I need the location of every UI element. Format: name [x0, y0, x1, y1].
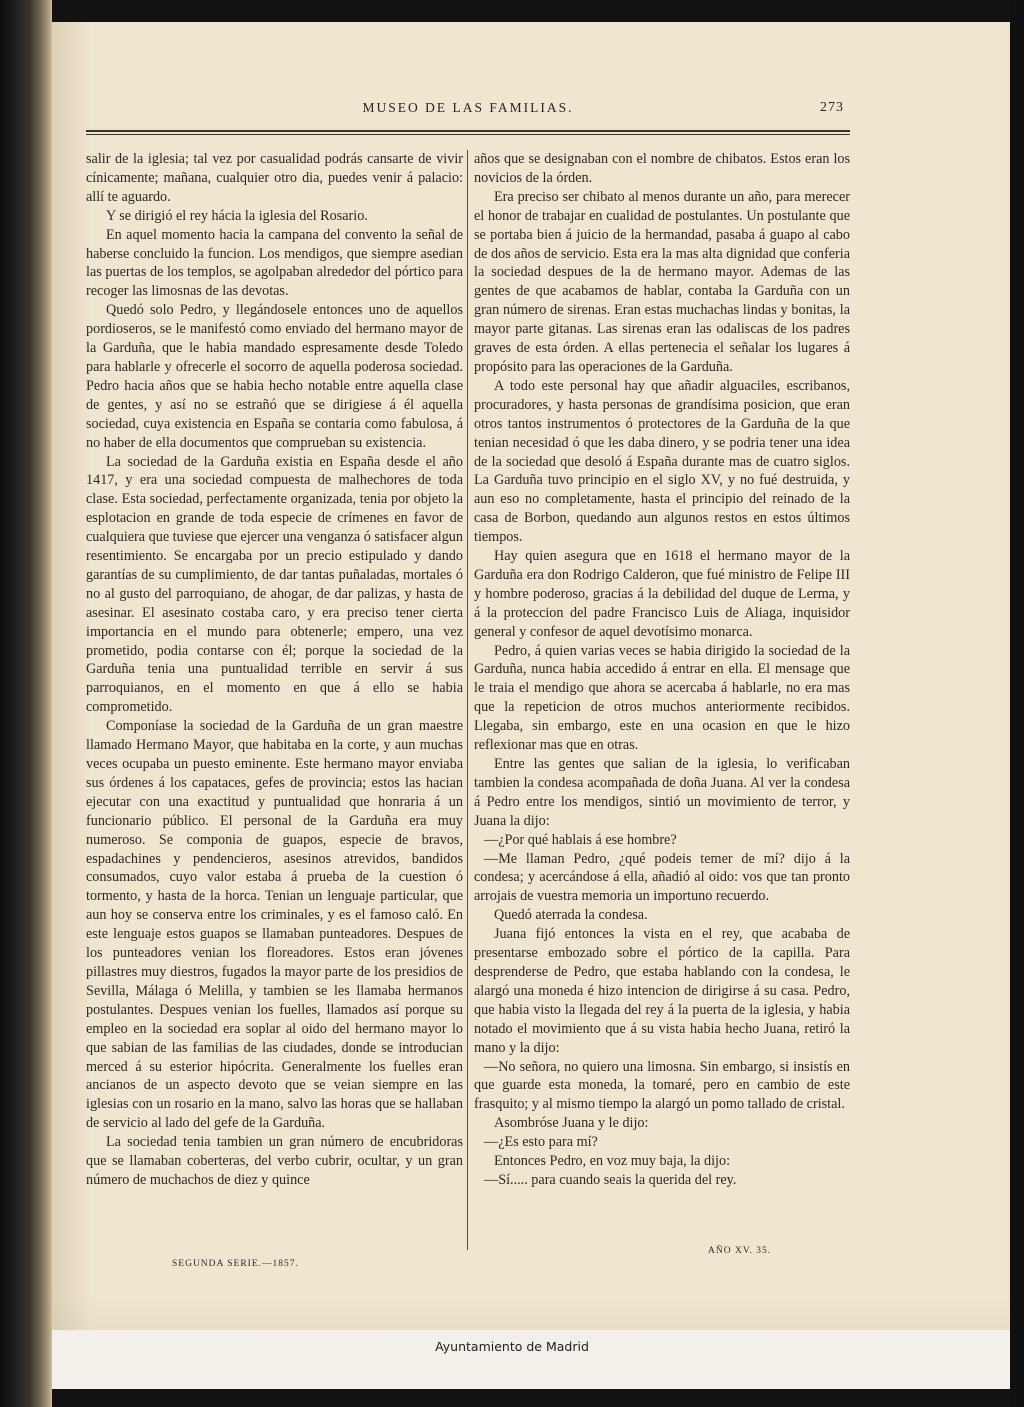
- header-rule-thick: [86, 130, 850, 132]
- column-separator: [467, 150, 468, 1250]
- paragraph: salir de la iglesia; tal vez por casualidad podrás cansarte de vivir cínicamente; mañana, cualquier otro dia, puedes venir á palacio: allí te aguardo.: [86, 151, 463, 205]
- paragraph: años que se designaban con el nombre de chibatos. Estos eran los novicios de la órden.: [474, 151, 850, 186]
- paragraph: Juana fijó entonces la vista en el rey, que acababa de presentarse embozado sobre el pórtico de la capilla. Para desprenderse de Pedro, que estaba hablando con la condesa, le alargó una moneda é hizo intencion de dirigirse á su casa. Pedro, que habia visto la llegada del rey á la puerta de la iglesia, y habia notado el movimiento que á su vista habia hecho Juana, retiró la mano y la dijo:: [474, 926, 850, 1056]
- paragraph: Era preciso ser chibato al menos durante un año, para merecer el honor de trabajar en cualidad de postulantes. Un postulante que se portaba bien á juicio de la hermandad, pasaba á guapo al cabo de dos años de servicio. Esta era la mas alta dignidad que conferia la sociedad despues de la de hermano mayor. Ademas de las gentes de que acabamos de hablar, contaba la Garduña con un gran número de sirenas. Eran estas muchachas lindas y bonitas, la mayor parte gitanas. Las sirenas eran las odaliscas de los padres graves de esta órden. A ellas pertenecia el señalar los lugares á propósito para las operaciones de la Garduña.: [474, 188, 850, 375]
- right-column: [474, 150, 850, 1190]
- page-number: 273: [820, 100, 844, 115]
- paragraph: Entre las gentes que salian de la iglesia, lo verificaban tambien la condesa acompañada de doña Juana. Al ver la condesa á Pedro entre los mendigos, sintió un movimiento de terror, y Juana la dijo:: [474, 756, 850, 829]
- paragraph: La sociedad tenia tambien un gran número de encubridoras que se llamaban coberteras, del verbo cubrir, ocultar, y un gran número de muchachos de diez y quince: [86, 1134, 463, 1188]
- paragraph: Y se dirigió el rey hácia la iglesia del Rosario.: [106, 207, 368, 224]
- library-credit: Ayuntamiento de Madrid: [435, 1339, 589, 1354]
- left-column: [86, 150, 463, 1190]
- dialogue-line: —¿Es esto para mí?: [484, 1134, 598, 1151]
- running-header: [86, 100, 850, 124]
- printer-signature: SEGUNDA SERIE.—1857.: [172, 1259, 299, 1269]
- paragraph: En aquel momento hacia la campana del convento la señal de haberse concluido la funcion. Los mendigos, que siempre asedian las puertas de los templos, se agolpaban alrededor del pórtico para recoger las limosnas de las devotas.: [86, 226, 463, 300]
- paragraph: Asombróse Juana y le dijo:: [494, 1115, 649, 1132]
- running-title: MUSEO DE LAS FAMILIAS.: [362, 100, 574, 115]
- book-binding-edge: [0, 0, 52, 1407]
- paragraph: A todo este personal hay que añadir alguaciles, escribanos, procuradores, y hasta personas de grandísima posicion, que eran otros tantos instrumentos ó protectores de la Garduña de la que tenian necesidad ó que les daba dinero, y se podria tener una idea de la sociedad que desoló á España durante mas de cuatro siglos. La Garduña tuvo principio en el siglo XV, y no fué destruida, y aun eso no completamente, hasta el principio del reinado de la casa de Borbon, quedando aun algunos restos en estos últimos tiempos.: [474, 377, 850, 546]
- header-rule-thin: [86, 134, 850, 135]
- paragraph: Componíase la sociedad de la Garduña de un gran maestre llamado Hermano Mayor, que habitaba en la corte, y aun muchas veces ocupaba un puesto eminente. Este hermano mayor enviaba sus órdenes á los capataces, gefes de provincia; estos las hacian ejecutar con una exactitud y puntualidad que honraria á un funcionario público. El personal de la Garduña era muy numeroso. Se componia de guapos, especie de bravos, espadachines y pendencieros, asesinos atrevidos, bandidos consumados, cuyo valor estaba á prueba de la cuestion ó tormento, y hasta de la horca. Tenian un lenguaje particular, que aun hoy se conserva entre los criminales, y es el famoso caló. En este lenguaje estos guapos se llamaban punteadores. Despues de los punteadores venian los floreadores. Estos eran jóvenes pillastres muy diestros, fugados la mayor parte de los presidios de Sevilla, Málaga ó Melilla, y tambien se les llamaba hermanos postulantes. Despues venian los fuelles, llamados así porque su empleo en la sociedad era soplar al oido del hermano mayor lo que sabian de las familias de las ciudades, donde se introducian merced á su esterior hipócrita. Generalmente los fuelles eran ancianos de un aspecto devoto que se veian siempre en las iglesias con un rosario en la mano, salvo las horas que se hallaban de servicio al lado del gefe de la Garduña.: [86, 718, 463, 1132]
- volume-signature: AÑO XV. 35.: [708, 1246, 772, 1256]
- dialogue-line: —Sí..... para cuando seais la querida del rey.: [484, 1171, 737, 1188]
- scan-right-edge: [1010, 0, 1024, 1407]
- paragraph: Hay quien asegura que en 1618 el hermano mayor de la Garduña era don Rodrigo Calderon, que fué ministro de Felipe III y hombre poderoso, gracias á la debilidad del duque de Lerma, y á la proteccion del padre Francisco Luis de Aliaga, inquisidor general y confesor de aquel devotísimo monarca.: [474, 548, 850, 640]
- paragraph: Entonces Pedro, en voz muy baja, la dijo:: [494, 1153, 731, 1170]
- paragraph: La sociedad de la Garduña existia en España desde el año 1417, y era una sociedad compuesta de malhechores de toda clase. Esta sociedad, perfectamente organizada, tenia por objeto la esplotacion en grande de toda especie de crímenes en favor de cualquiera que tuviese que ejercer una venganza ó satisfacer algun resentimiento. Se encargaba por un precio estipulado y dando garantías de su cumplimiento, de dar tantas puñaladas, mortales ó no al gusto del parroquiano, de ahogar, de dar palizas, y hasta de asesinar. El asesinato costaba caro, y era preciso tener cierta importancia en el mundo para obtenerle; empero, una vez prometido, podia contarse con él; porque la sociedad de la Garduña tenia una puntualidad terrible en servir á sus parroquianos, en el momento en que á ello se habia comprometido.: [86, 453, 463, 716]
- dialogue-line: —No señora, no quiero una limosna. Sin embargo, si insistís en que guarde esta moneda, la tomaré, pero en cambio de este frasquito; y al mismo tiempo la alargó un pomo tallado de cristal.: [474, 1058, 850, 1113]
- dialogue-line: —¿Por qué hablais á ese hombre?: [484, 831, 677, 848]
- paragraph: Quedó aterrada la condesa.: [494, 907, 648, 924]
- paragraph: Quedó solo Pedro, y llegándosele entonces uno de aquellos pordioseros, se le manifestó como enviado del hermano mayor de la Garduña, que le habia mandado espresamente desde Toledo para hablarle y ofrecerle el socorro de aquella poderosa sociedad. Pedro hacia años que se habia hecho notable entre aquella clase de gentes, y así no se estrañó que se dirigiese á él aquella sociedad, cuya existencia en España se contaria como fabulosa, á no haber de ella documentos que comprueban su existencia.: [86, 302, 463, 451]
- paragraph: Pedro, á quien varias veces se habia dirigido la sociedad de la Garduña, nunca habia accedido á entrar en ella. El mensage que le traia el mendigo que ahora se acercaba á hablarle, no era mas que la repeticion de otros muchos anteriormente recibidos. Llegaba, sin embargo, este en una ocasion en que le hizo reflexionar mas que en otras.: [474, 642, 850, 754]
- dialogue-line: —Me llaman Pedro, ¿qué podeis temer de mí? dijo á la condesa; y acercándose á ella, añadió al oido: vos que tan pronto arrojais de vuestra memoria un importuno recuerdo.: [474, 850, 850, 905]
